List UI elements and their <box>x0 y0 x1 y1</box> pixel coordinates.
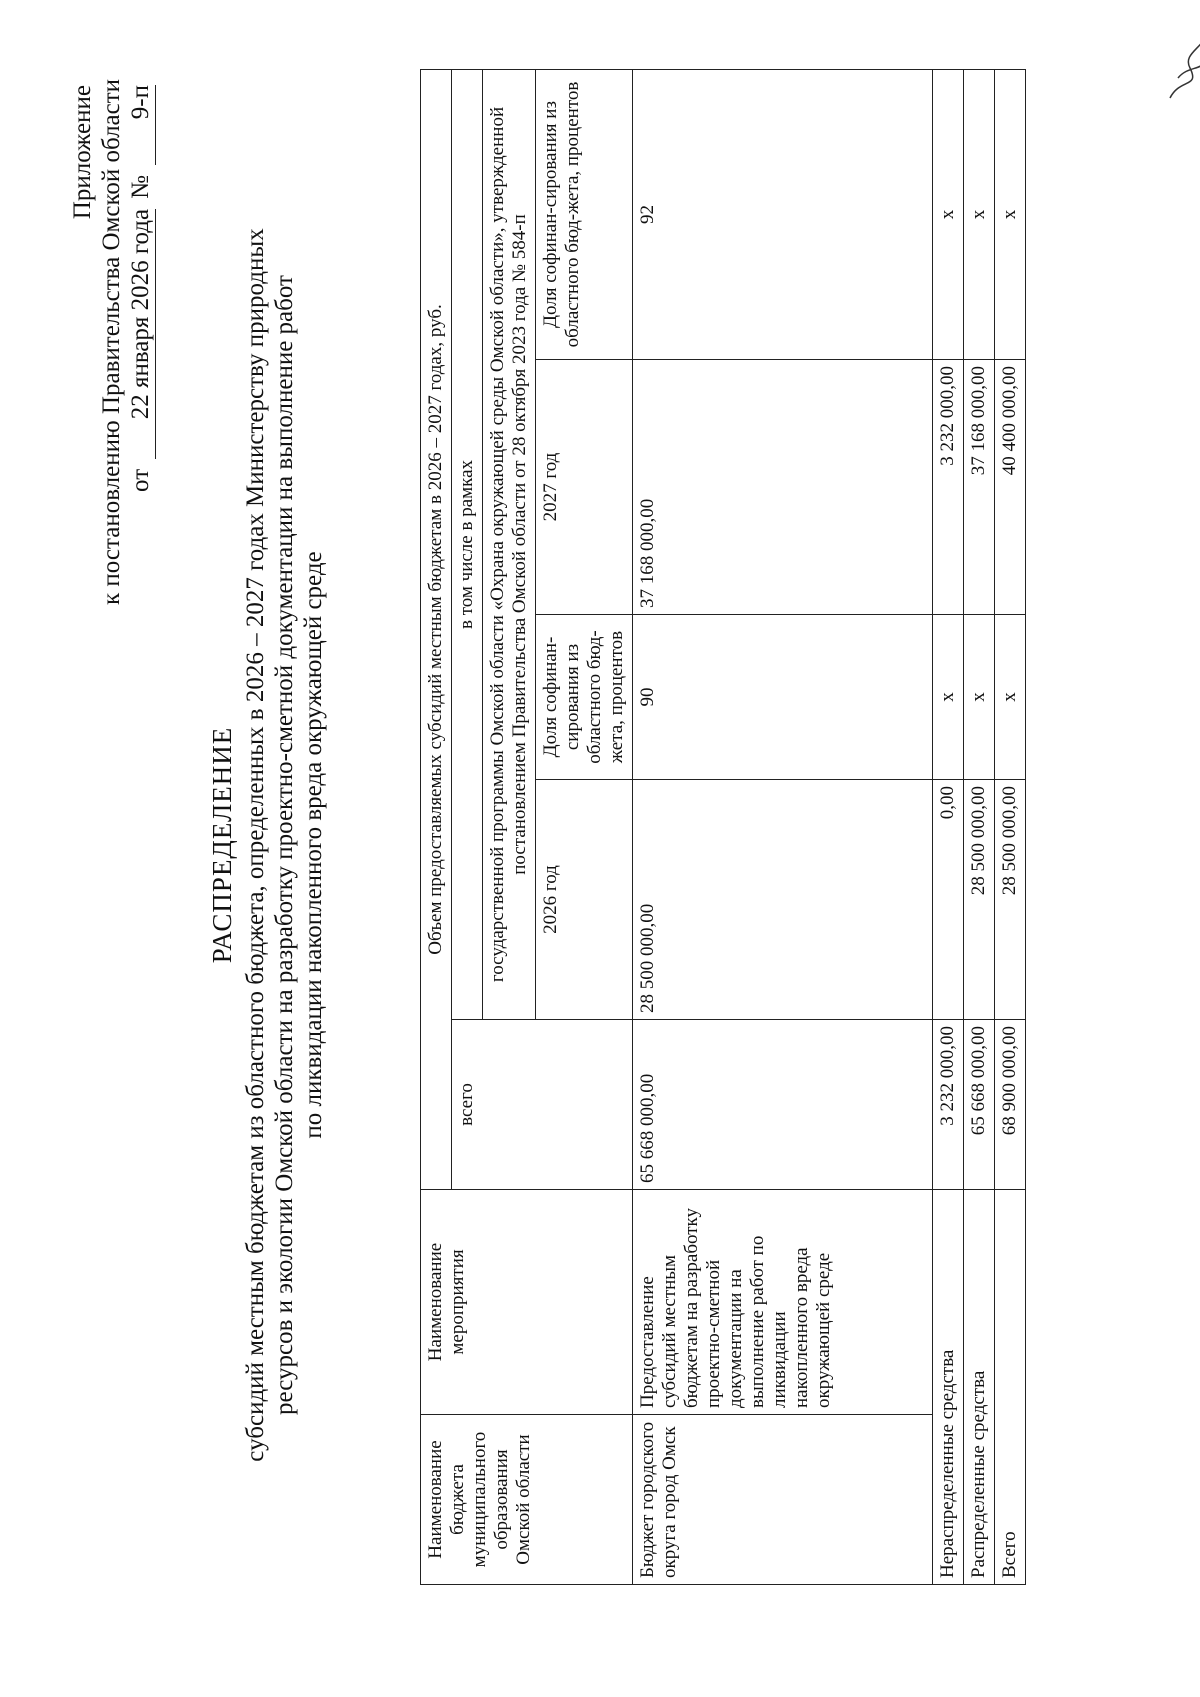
cell-grand-2027: 40 400 000,00 <box>995 360 1026 615</box>
cell-undistributed-share-2027: х <box>933 69 964 359</box>
table-row-undistributed <box>933 69 964 1584</box>
document-title: РАСПРЕДЕЛЕНИЕ <box>207 726 237 964</box>
header-volume: Объем предоставляемых субсидий местным бюджетам в 2026 – 2027 годах, руб. <box>421 69 452 1189</box>
handwritten-signature <box>1160 18 1200 108</box>
cell-undistributed-label: Нераспределенные средства <box>933 1190 964 1585</box>
cell-grand-label: Всего <box>995 1190 1026 1585</box>
appendix-date-line <box>126 85 156 605</box>
header-measure-name: Наименование мероприятия <box>421 1190 633 1415</box>
from-label: от <box>127 468 154 492</box>
header-program: государственной программы Омской области «Охрана окружающей среды Омской области», утвержденной постановлением Правительства Омской области от 28 октября 2023 года № 584-п <box>483 69 536 1019</box>
cell-measure: Предоставление субсидий местным бюджетам на разработку проектно-сметной документации на выполнение работ по ликвидации накопленного вреда окружающей среде <box>633 1190 933 1415</box>
cell-share-2027: 92 <box>633 69 933 359</box>
appendix-title: Приложение <box>69 85 96 220</box>
table-row-omsk <box>633 69 933 1584</box>
cell-undistributed-share-2026: х <box>933 615 964 780</box>
header-2026: 2026 год <box>536 780 633 1020</box>
appendix-decree: к постановлению Правительства Омской области <box>98 78 125 605</box>
header-2027: 2027 год <box>536 360 633 615</box>
appendix-header <box>68 78 156 605</box>
cell-distributed-share-2026: х <box>964 615 995 780</box>
cell-grand-share-2027: х <box>995 69 1026 359</box>
title-line-3: по ликвидации накопленного вреда окружающей среде <box>300 551 327 1139</box>
rotated-landscape-content <box>60 35 1140 1615</box>
title-line-2: ресурсов и экологии Омской области на разработку проектно-сметной документации на выполнение работ <box>271 275 298 1415</box>
table-row-grand-total <box>995 69 1026 1584</box>
cell-total: 65 668 000,00 <box>633 1020 933 1190</box>
number-label: № <box>127 175 154 199</box>
header-budget-name: Наименование бюджета муниципального образования Омской области <box>421 1415 633 1585</box>
cell-undistributed-total: 3 232 000,00 <box>933 1020 964 1190</box>
header-share-2027: Доля софинан-сирования из областного бюд-жета, процентов <box>536 69 633 359</box>
distribution-table <box>420 69 1026 1585</box>
cell-2026: 28 500 000,00 <box>633 780 933 1020</box>
title-line-1: субсидий местным бюджетам из областного бюджета, определенных в 2026 – 2027 годах Министерству природных <box>242 228 269 1462</box>
cell-undistributed-2027: 3 232 000,00 <box>933 360 964 615</box>
cell-share-2026: 90 <box>633 615 933 780</box>
cell-grand-2026: 28 500 000,00 <box>995 780 1026 1020</box>
header-share-2026: Доля софинан-сирования из областного бюд-жета, процентов <box>536 615 633 780</box>
cell-undistributed-2026: 0,00 <box>933 780 964 1020</box>
decree-date: 22 января 2026 года <box>126 209 156 459</box>
cell-budget: Бюджет городского округа город Омск <box>633 1415 933 1585</box>
cell-distributed-share-2027: х <box>964 69 995 359</box>
header-total: всего <box>452 1020 633 1190</box>
cell-distributed-total: 65 668 000,00 <box>964 1020 995 1190</box>
cell-2027: 37 168 000,00 <box>633 360 933 615</box>
document-title-block <box>208 135 328 1555</box>
cell-grand-total: 68 900 000,00 <box>995 1020 1026 1190</box>
cell-distributed-label: Распределенные средства <box>964 1190 995 1585</box>
cell-distributed-2027: 37 168 000,00 <box>964 360 995 615</box>
cell-grand-share-2026: х <box>995 615 1026 780</box>
table-header-row-1 <box>421 69 452 1584</box>
decree-number: 9-п <box>126 85 156 165</box>
header-including: в том числе в рамках <box>452 69 483 1019</box>
table-row-distributed <box>964 69 995 1584</box>
cell-distributed-2026: 28 500 000,00 <box>964 780 995 1020</box>
